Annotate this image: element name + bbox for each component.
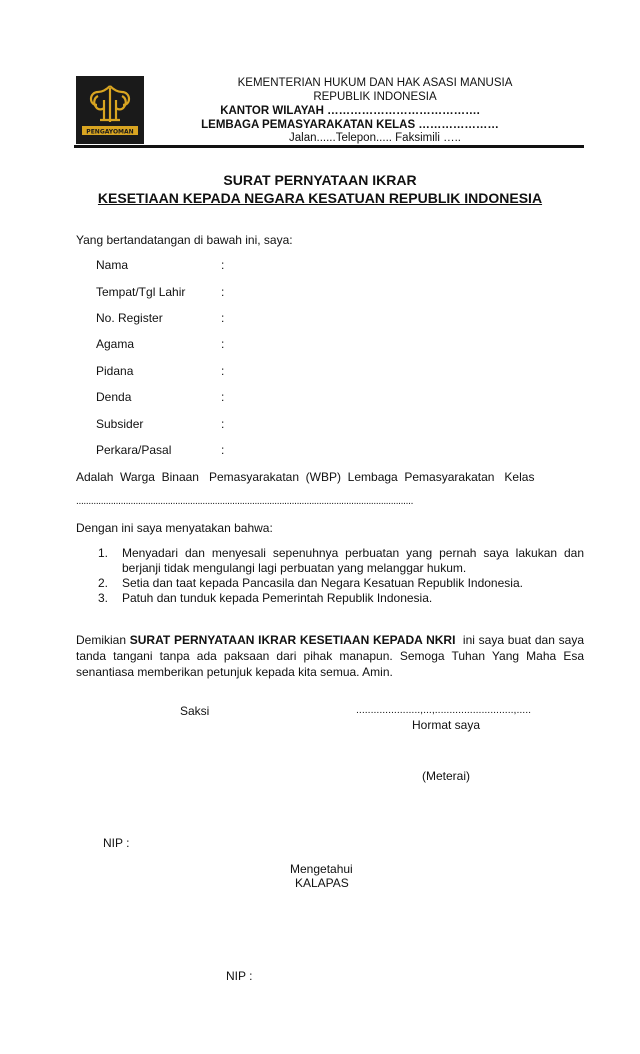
field-label-no-register: No. Register <box>96 311 163 325</box>
list-item <box>98 546 584 576</box>
field-label-pidana: Pidana <box>96 364 134 378</box>
logo-text: PENGAYOMAN <box>86 128 134 136</box>
closing-bold: SURAT PERNYATAAN IKRAR KESETIAAN KEPADA NKRI <box>129 633 456 647</box>
hormat-saya: Hormat saya <box>412 718 481 732</box>
field-colon: : <box>221 285 225 299</box>
header-contact: Jalan......Telepon..... Faksimili ….. <box>289 132 461 144</box>
field-label-agama: Agama <box>96 337 135 351</box>
field-colon: : <box>221 364 225 378</box>
title-line2: KESETIAAN KEPADA NEGARA KESATUAN REPUBLIK INDONESIA <box>97 190 543 206</box>
closing-post: ini saya buat dan saya tanda tangani tanpa ada paksaan dari pihak manapun. Semoga Tuhan Yang Maha Esa senantiasa memberikan petunjuk kepada kita semua. Amin. <box>76 633 588 679</box>
list-number: 3. <box>98 591 109 605</box>
statement-text: Menyadari dan menyesali sepenuhnya perbuatan yang pernah saya lakukan dan berjanji tidak mengulangi lagi perbuatan yang melanggar hukum. <box>122 546 584 575</box>
wbp-statement: Adalah Warga Binaan Pemasyarakatan (WBP) Lembaga Pemasyarakatan Kelas <box>76 470 535 484</box>
list-number: 1. <box>98 546 109 560</box>
field-colon: : <box>221 443 225 457</box>
statement-list <box>98 546 584 606</box>
field-colon: : <box>221 258 225 272</box>
field-colon: : <box>221 417 225 431</box>
intro-text: Yang bertandatangan di bawah ini, saya: <box>76 233 293 247</box>
field-colon: : <box>221 311 225 325</box>
header-ministry: KEMENTERIAN HUKUM DAN HAK ASASI MANUSIA <box>237 77 513 89</box>
header-kanwil: KANTOR WILAYAH …………………………………. <box>220 105 480 117</box>
closing-paragraph <box>76 632 588 680</box>
header-divider <box>74 145 584 148</box>
mengetahui-label: Mengetahui <box>290 862 353 876</box>
list-item <box>98 591 584 606</box>
closing-pre: Demikian <box>76 633 130 647</box>
list-item <box>98 576 584 591</box>
lapas-dots-line: ........................................................................................................................................ <box>76 496 414 507</box>
statement-text: Setia dan taat kepada Pancasila dan Negara Kesatuan Republik Indonesia. <box>122 576 523 590</box>
field-label-denda: Denda <box>96 390 132 404</box>
statement-text: Patuh dan tunduk kepada Pemerintah Republik Indonesia. <box>122 591 433 605</box>
field-colon: : <box>221 337 225 351</box>
field-colon: : <box>221 390 225 404</box>
field-label-perkara-pasal: Perkara/Pasal <box>96 443 172 457</box>
nip-saksi: NIP : <box>103 836 130 850</box>
list-number: 2. <box>98 576 109 590</box>
header-lapas: LEMBAGA PEMASYARAKATAN KELAS ………………… <box>201 119 499 131</box>
kalapas-label: KALAPAS <box>295 876 349 890</box>
meterai-label: (Meterai) <box>422 769 471 783</box>
date-place-dots: ......................,...,...........................,..... <box>356 704 532 716</box>
field-label-subsider: Subsider <box>96 417 144 431</box>
field-label-nama: Nama <box>96 258 129 272</box>
nip-kalapas: NIP : <box>226 969 253 983</box>
declaration-intro: Dengan ini saya menyatakan bahwa: <box>76 521 273 535</box>
title-line1: SURAT PERNYATAAN IKRAR <box>223 172 417 188</box>
field-label-tempat-tgl-lahir: Tempat/Tgl Lahir <box>96 285 186 299</box>
header-country: REPUBLIK INDONESIA <box>313 91 437 103</box>
saksi-label: Saksi <box>180 704 210 718</box>
